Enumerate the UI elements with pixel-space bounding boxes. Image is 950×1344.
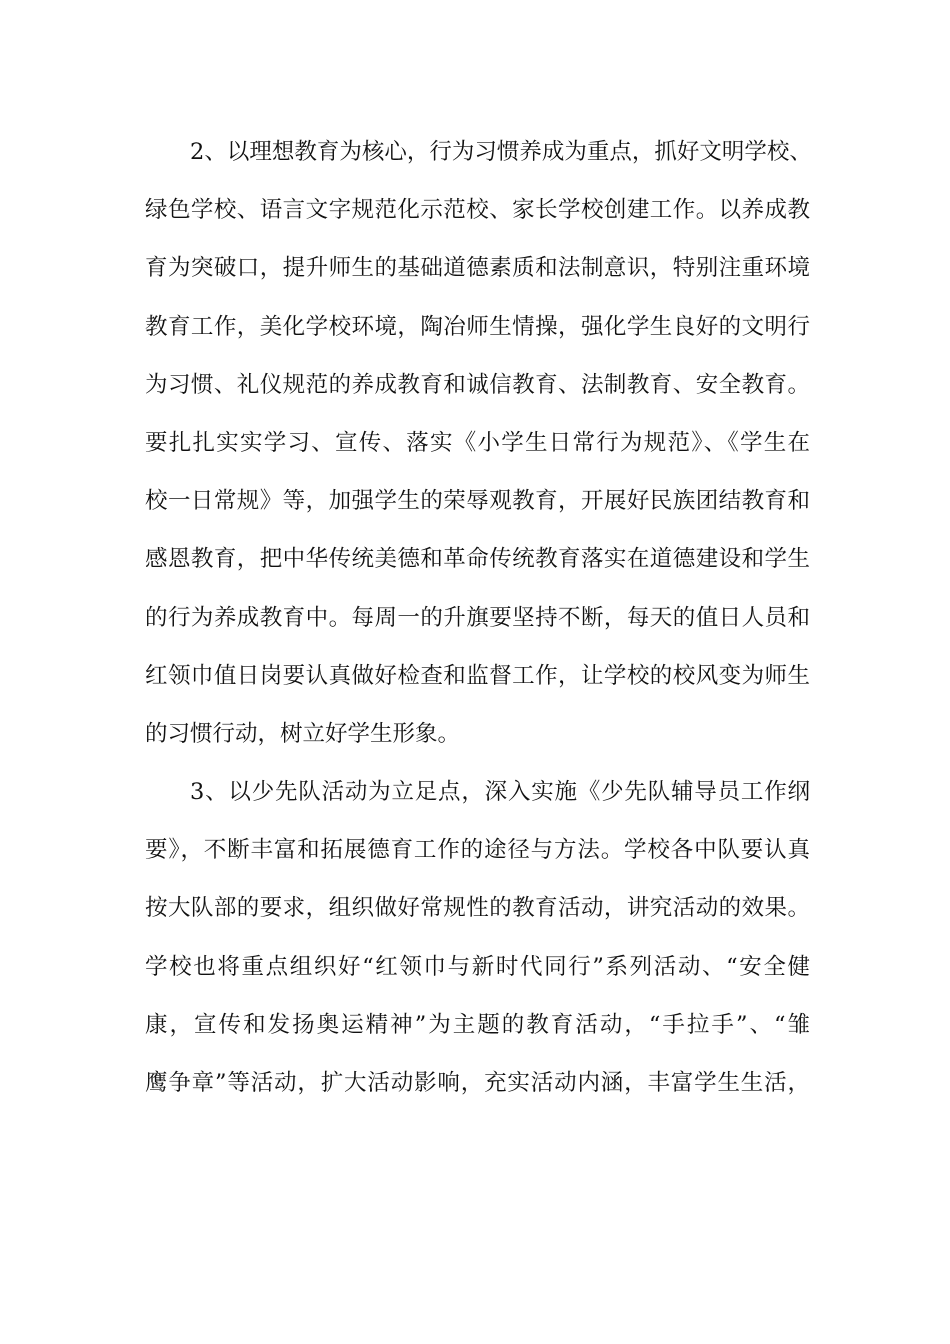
body-text <box>145 123 810 1112</box>
paragraph-2 <box>145 123 810 763</box>
text-line: 的习惯行动，树立好学生形象。 <box>145 720 461 747</box>
text-line: 校一日常规》等，加强学生的荣辱观教育，开展好民族团结教育和 <box>145 488 810 515</box>
text-line: 教育工作，美化学校环境，陶冶师生情操，强化学生良好的文明行 <box>145 313 810 340</box>
text-line: 红领巾值日岗要认真做好检查和监督工作，让学校的校风变为师生 <box>145 662 810 689</box>
text-line: 按大队部的要求，组织做好常规性的教育活动，讲究活动的效果。 <box>145 895 810 922</box>
text-line: 育为突破口，提升师生的基础道德素质和法制意识，特别注重环境 <box>145 255 810 282</box>
paragraph-3 <box>145 763 810 1112</box>
text-line: 学校也将重点组织好“红领巾与新时代同行”系列活动、“安全健 <box>145 953 810 980</box>
text-line: 感恩教育，把中华传统美德和革命传统教育落实在道德建设和学生 <box>145 546 810 573</box>
text-line: 要》，不断丰富和拓展德育工作的途径与方法。学校各中队要认真 <box>145 837 810 864</box>
text-line: 绿色学校、语言文字规范化示范校、家长学校创建工作。以养成教 <box>145 197 810 224</box>
text-line: 康，宣传和发扬奥运精神”为主题的教育活动，“手拉手”、“雏 <box>145 1011 810 1038</box>
text-line: 2、以理想教育为核心，行为习惯养成为重点，抓好文明学校、 <box>190 139 812 165</box>
text-line: 的行为养成教育中。每周一的升旗要坚持不断，每天的值日人员和 <box>145 604 810 631</box>
text-line: 3、以少先队活动为立足点，深入实施《少先队辅导员工作纲 <box>190 779 810 806</box>
text-line: 鹰争章”等活动，扩大活动影响，充实活动内涵，丰富学生生活， <box>145 1070 810 1096</box>
text-line: 为习惯、礼仪规范的养成教育和诚信教育、法制教育、安全教育。 <box>145 371 810 398</box>
text-line: 要扎扎实实学习、宣传、落实《小学生日常行为规范》、《学生在 <box>145 429 810 456</box>
